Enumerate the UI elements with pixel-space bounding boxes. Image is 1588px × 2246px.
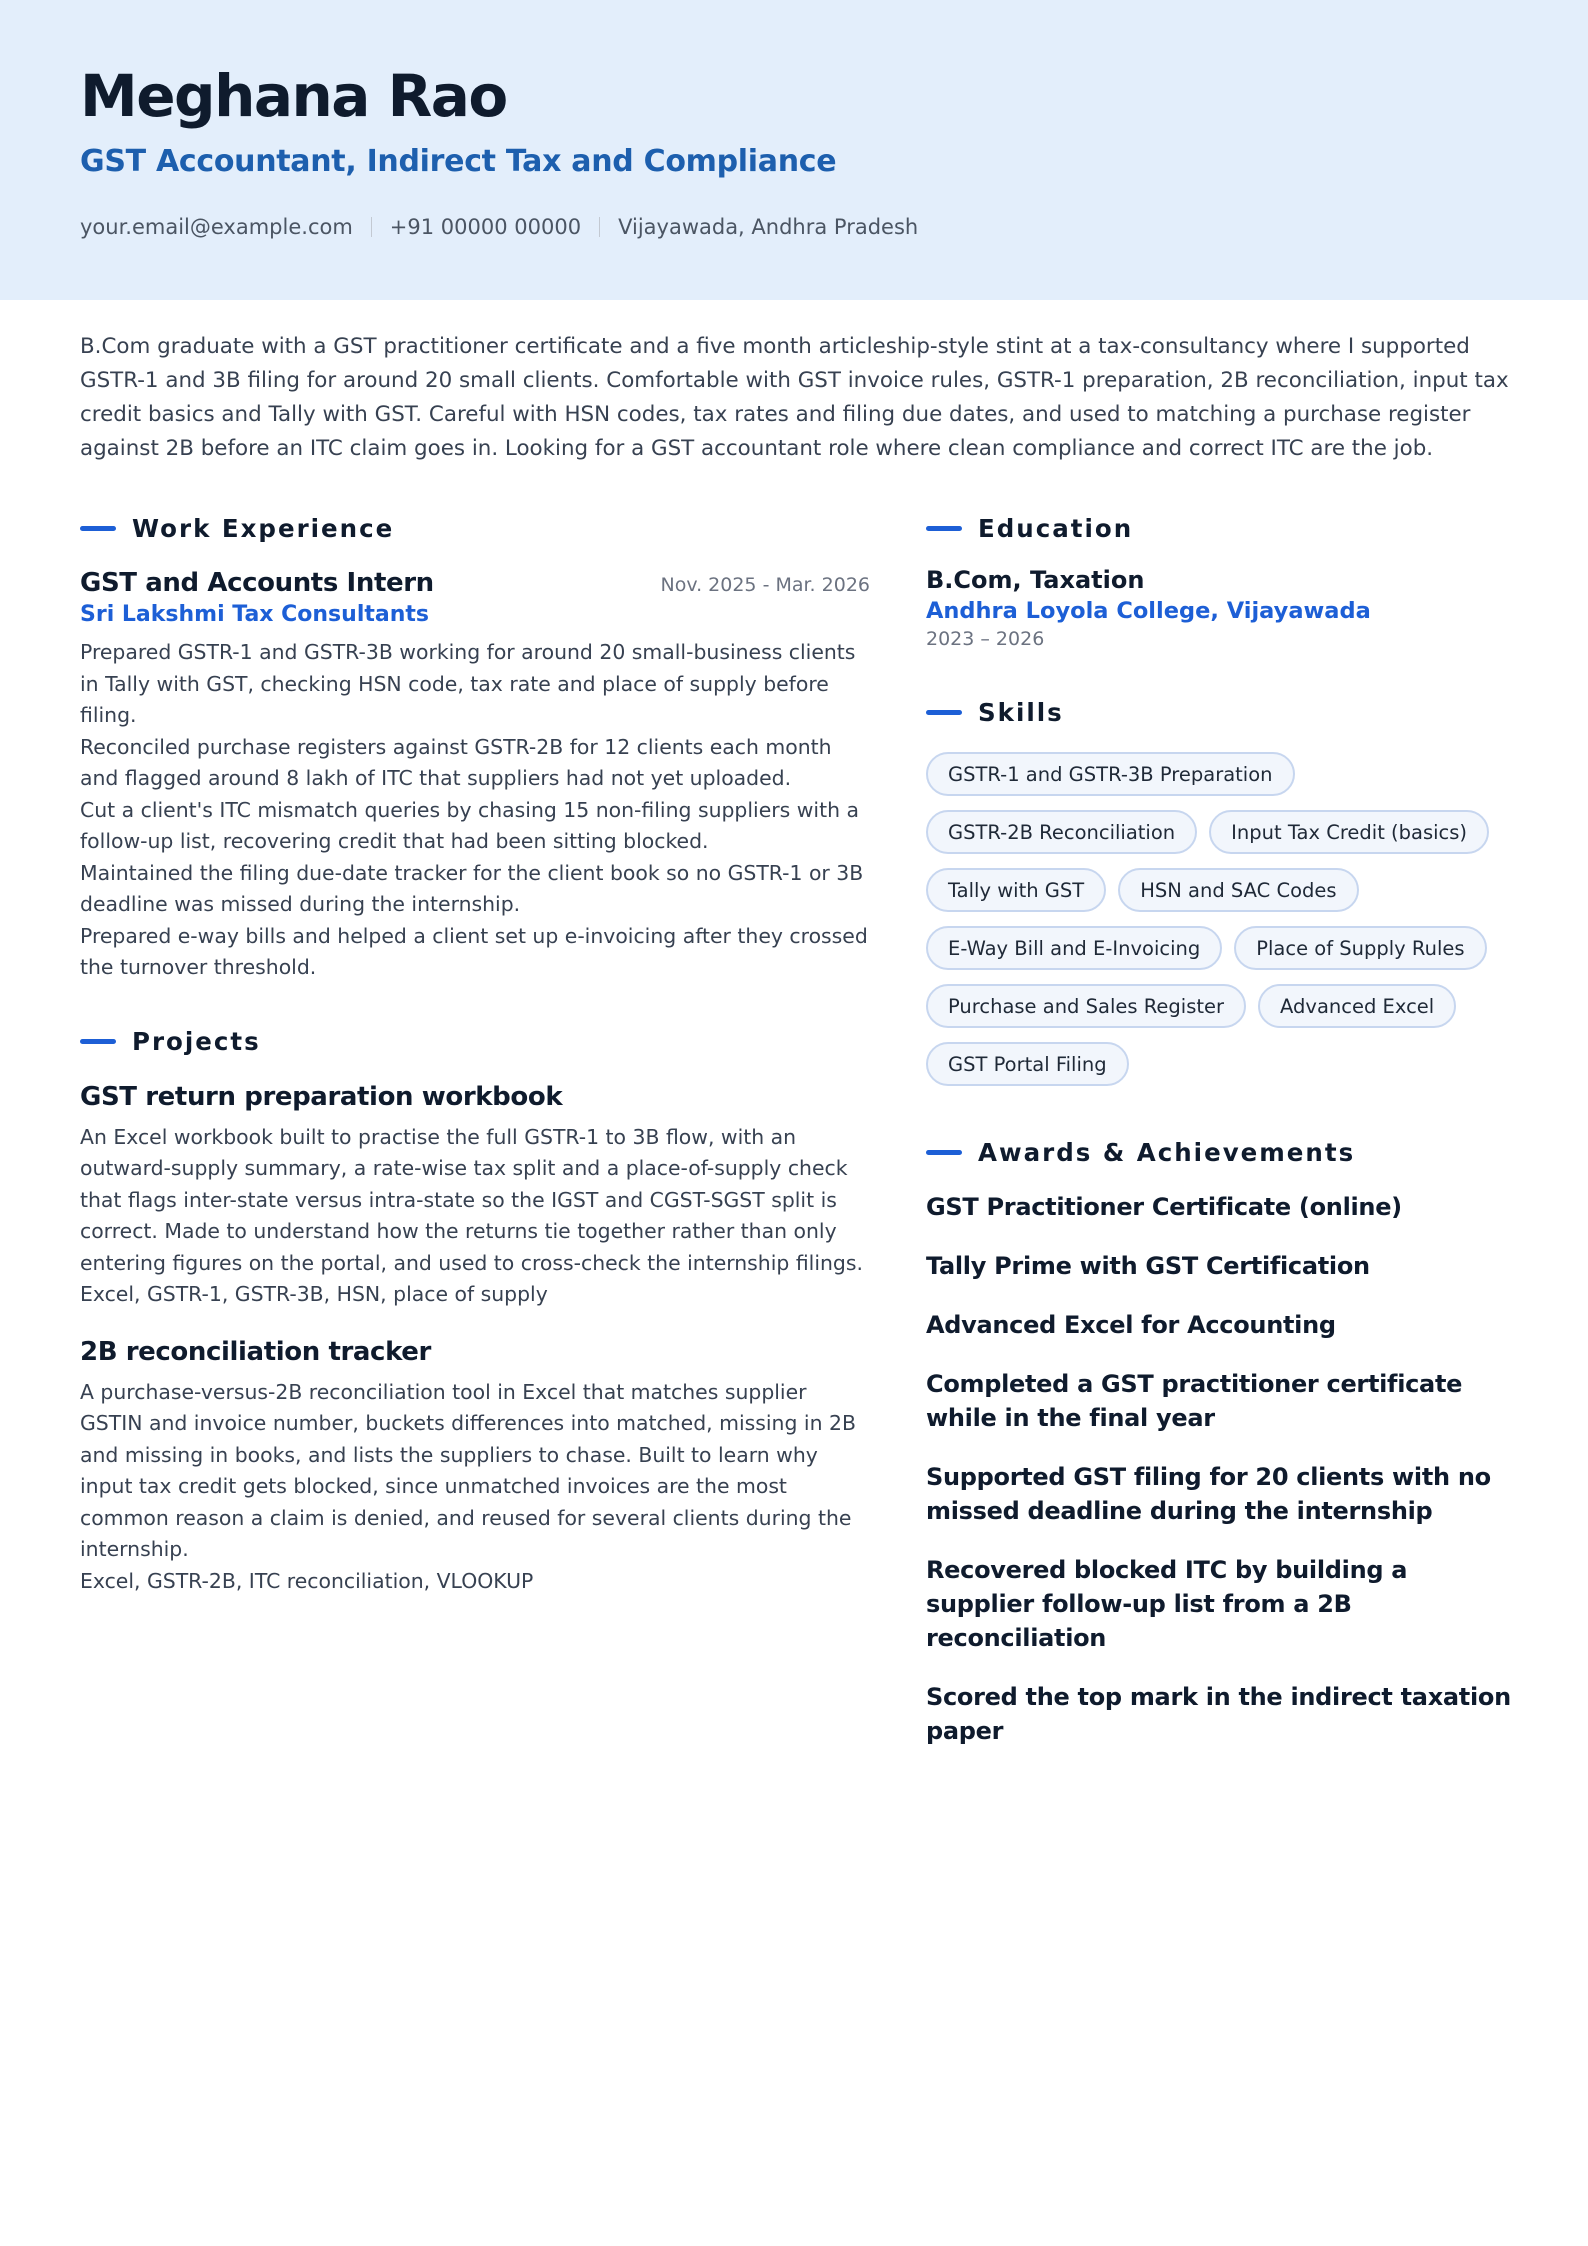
contact-line — [80, 215, 918, 239]
job-bullet: Reconciled purchase registers against GSTR-2B for 12 clients each month and flagged around 8 lakh of ITC that suppliers had not yet uploaded. — [80, 734, 832, 790]
job-bullet: Prepared e-way bills and helped a client set up e-invoicing after they crossed the turnover threshold. — [80, 923, 868, 979]
skill-pill: E-Way Bill and E-Invoicing — [926, 926, 1222, 970]
award-item: Advanced Excel for Accounting — [926, 1311, 1336, 1339]
resume-header — [0, 0, 1588, 300]
award-item: Completed a GST practitioner certificate while in the final year — [926, 1370, 1463, 1432]
skill-pill: GST Portal Filing — [926, 1042, 1129, 1086]
skill-pill: GSTR-2B Reconciliation — [926, 810, 1197, 854]
project-description: A purchase-versus-2B reconciliation tool in Excel that matches supplier GSTIN and invoice number, buckets differences into matched, missing in 2B and missing in books, and lists the suppliers to chase. Built to learn why input tax credit gets blocked, since unmatched invoices are the most common reason a claim is denied, and reused for several clients during the internship. — [80, 1379, 856, 1561]
job-bullets — [80, 637, 870, 984]
contact-location: Vijayawada, Andhra Pradesh — [618, 215, 919, 239]
contact-email: your.email@example.com — [80, 215, 353, 239]
job-bullet: Maintained the filing due-date tracker for the client book so no GSTR-1 or 3B deadline was missed during the internship. — [80, 860, 864, 916]
award-item: Recovered blocked ITC by building a supplier follow-up list from a 2B reconciliation — [926, 1556, 1408, 1652]
skills-list — [926, 752, 1516, 1086]
skill-pill: Advanced Excel — [1258, 984, 1456, 1028]
awards-list — [926, 1190, 1516, 1748]
skill-pill: GSTR-1 and GSTR-3B Preparation — [926, 752, 1295, 796]
left-column — [80, 510, 870, 1597]
award-item: Supported GST filing for 20 clients with no missed deadline during the internship — [926, 1463, 1491, 1525]
project-item — [80, 1082, 870, 1311]
job-dates: Nov. 2025 - Mar. 2026 — [660, 574, 870, 596]
job-bullet: Cut a client's ITC mismatch queries by chasing 15 non-filing suppliers with a follow-up list, recovering credit that had been sitting blocked. — [80, 797, 859, 853]
education-school: Andhra Loyola College, Vijayawada — [926, 598, 1371, 624]
section-heading-experience: Work Experience — [80, 510, 870, 546]
skill-pill: Purchase and Sales Register — [926, 984, 1246, 1028]
job-header — [80, 568, 870, 598]
section-accent-bar — [80, 1039, 116, 1044]
skill-pill: HSN and SAC Codes — [1118, 868, 1358, 912]
section-accent-bar — [926, 1150, 962, 1155]
section-heading-awards: Awards & Achievements — [926, 1134, 1516, 1170]
education-years: 2023 – 2026 — [926, 628, 1045, 650]
project-item — [80, 1337, 870, 1598]
section-heading-education: Education — [926, 510, 1516, 546]
section-heading-skills: Skills — [926, 694, 1516, 730]
right-column — [926, 510, 1516, 1748]
contact-phone: +91 00000 00000 — [389, 215, 582, 239]
profile-summary: B.Com graduate with a GST practitioner certificate and a five month articleship-style stint at a tax-consultancy where I supported GSTR-1 and 3B filing for around 20 small clients. Comfortable with GST invoice rules, GSTR-1 preparation, 2B reconciliation, input tax credit basics and Tally with GST. Careful with HSN codes, tax rates and filing due dates, and used to matching a purchase register against 2B before an ITC claim goes in. Looking for a GST accountant role where clean compliance and correct ITC are the job. — [80, 334, 1509, 461]
project-title: 2B reconciliation tracker — [80, 1336, 431, 1367]
award-item: GST Practitioner Certificate (online) — [926, 1193, 1402, 1221]
project-tags: Excel, GSTR-2B, ITC reconciliation, VLOOKUP — [80, 1568, 534, 1593]
award-item: Scored the top mark in the indirect taxation paper — [926, 1683, 1511, 1745]
section-heading-projects: Projects — [80, 1024, 870, 1060]
award-item: Tally Prime with GST Certification — [926, 1252, 1370, 1280]
project-description: An Excel workbook built to practise the full GSTR-1 to 3B flow, with an outward-supply summary, a rate-wise tax split and a place-of-supply check that flags inter-state versus intra-state so the IGST and CGST-SGST split is correct. Made to understand how the returns tie together rather than only entering figures on the portal, and used to cross-check the internship filings. — [80, 1124, 863, 1275]
candidate-name: Meghana Rao — [80, 62, 507, 130]
section-accent-bar — [80, 526, 116, 531]
skill-pill: Input Tax Credit (basics) — [1209, 810, 1489, 854]
project-title: GST return preparation workbook — [80, 1081, 563, 1112]
contact-divider — [371, 217, 372, 237]
section-accent-bar — [926, 526, 962, 531]
education-degree: B.Com, Taxation — [926, 566, 1145, 594]
section-accent-bar — [926, 710, 962, 715]
contact-divider — [599, 217, 600, 237]
project-tags: Excel, GSTR-1, GSTR-3B, HSN, place of supply — [80, 1282, 548, 1306]
skill-pill: Place of Supply Rules — [1234, 926, 1486, 970]
job-title: GST and Accounts Intern — [80, 568, 434, 598]
candidate-role: GST Accountant, Indirect Tax and Compliance — [80, 144, 837, 179]
skill-pill: Tally with GST — [926, 868, 1106, 912]
job-bullet: Prepared GSTR-1 and GSTR-3B working for around 20 small-business clients in Tally with GST, checking HSN code, tax rate and place of supply before filing. — [80, 640, 856, 727]
job-company: Sri Lakshmi Tax Consultants — [80, 602, 429, 627]
